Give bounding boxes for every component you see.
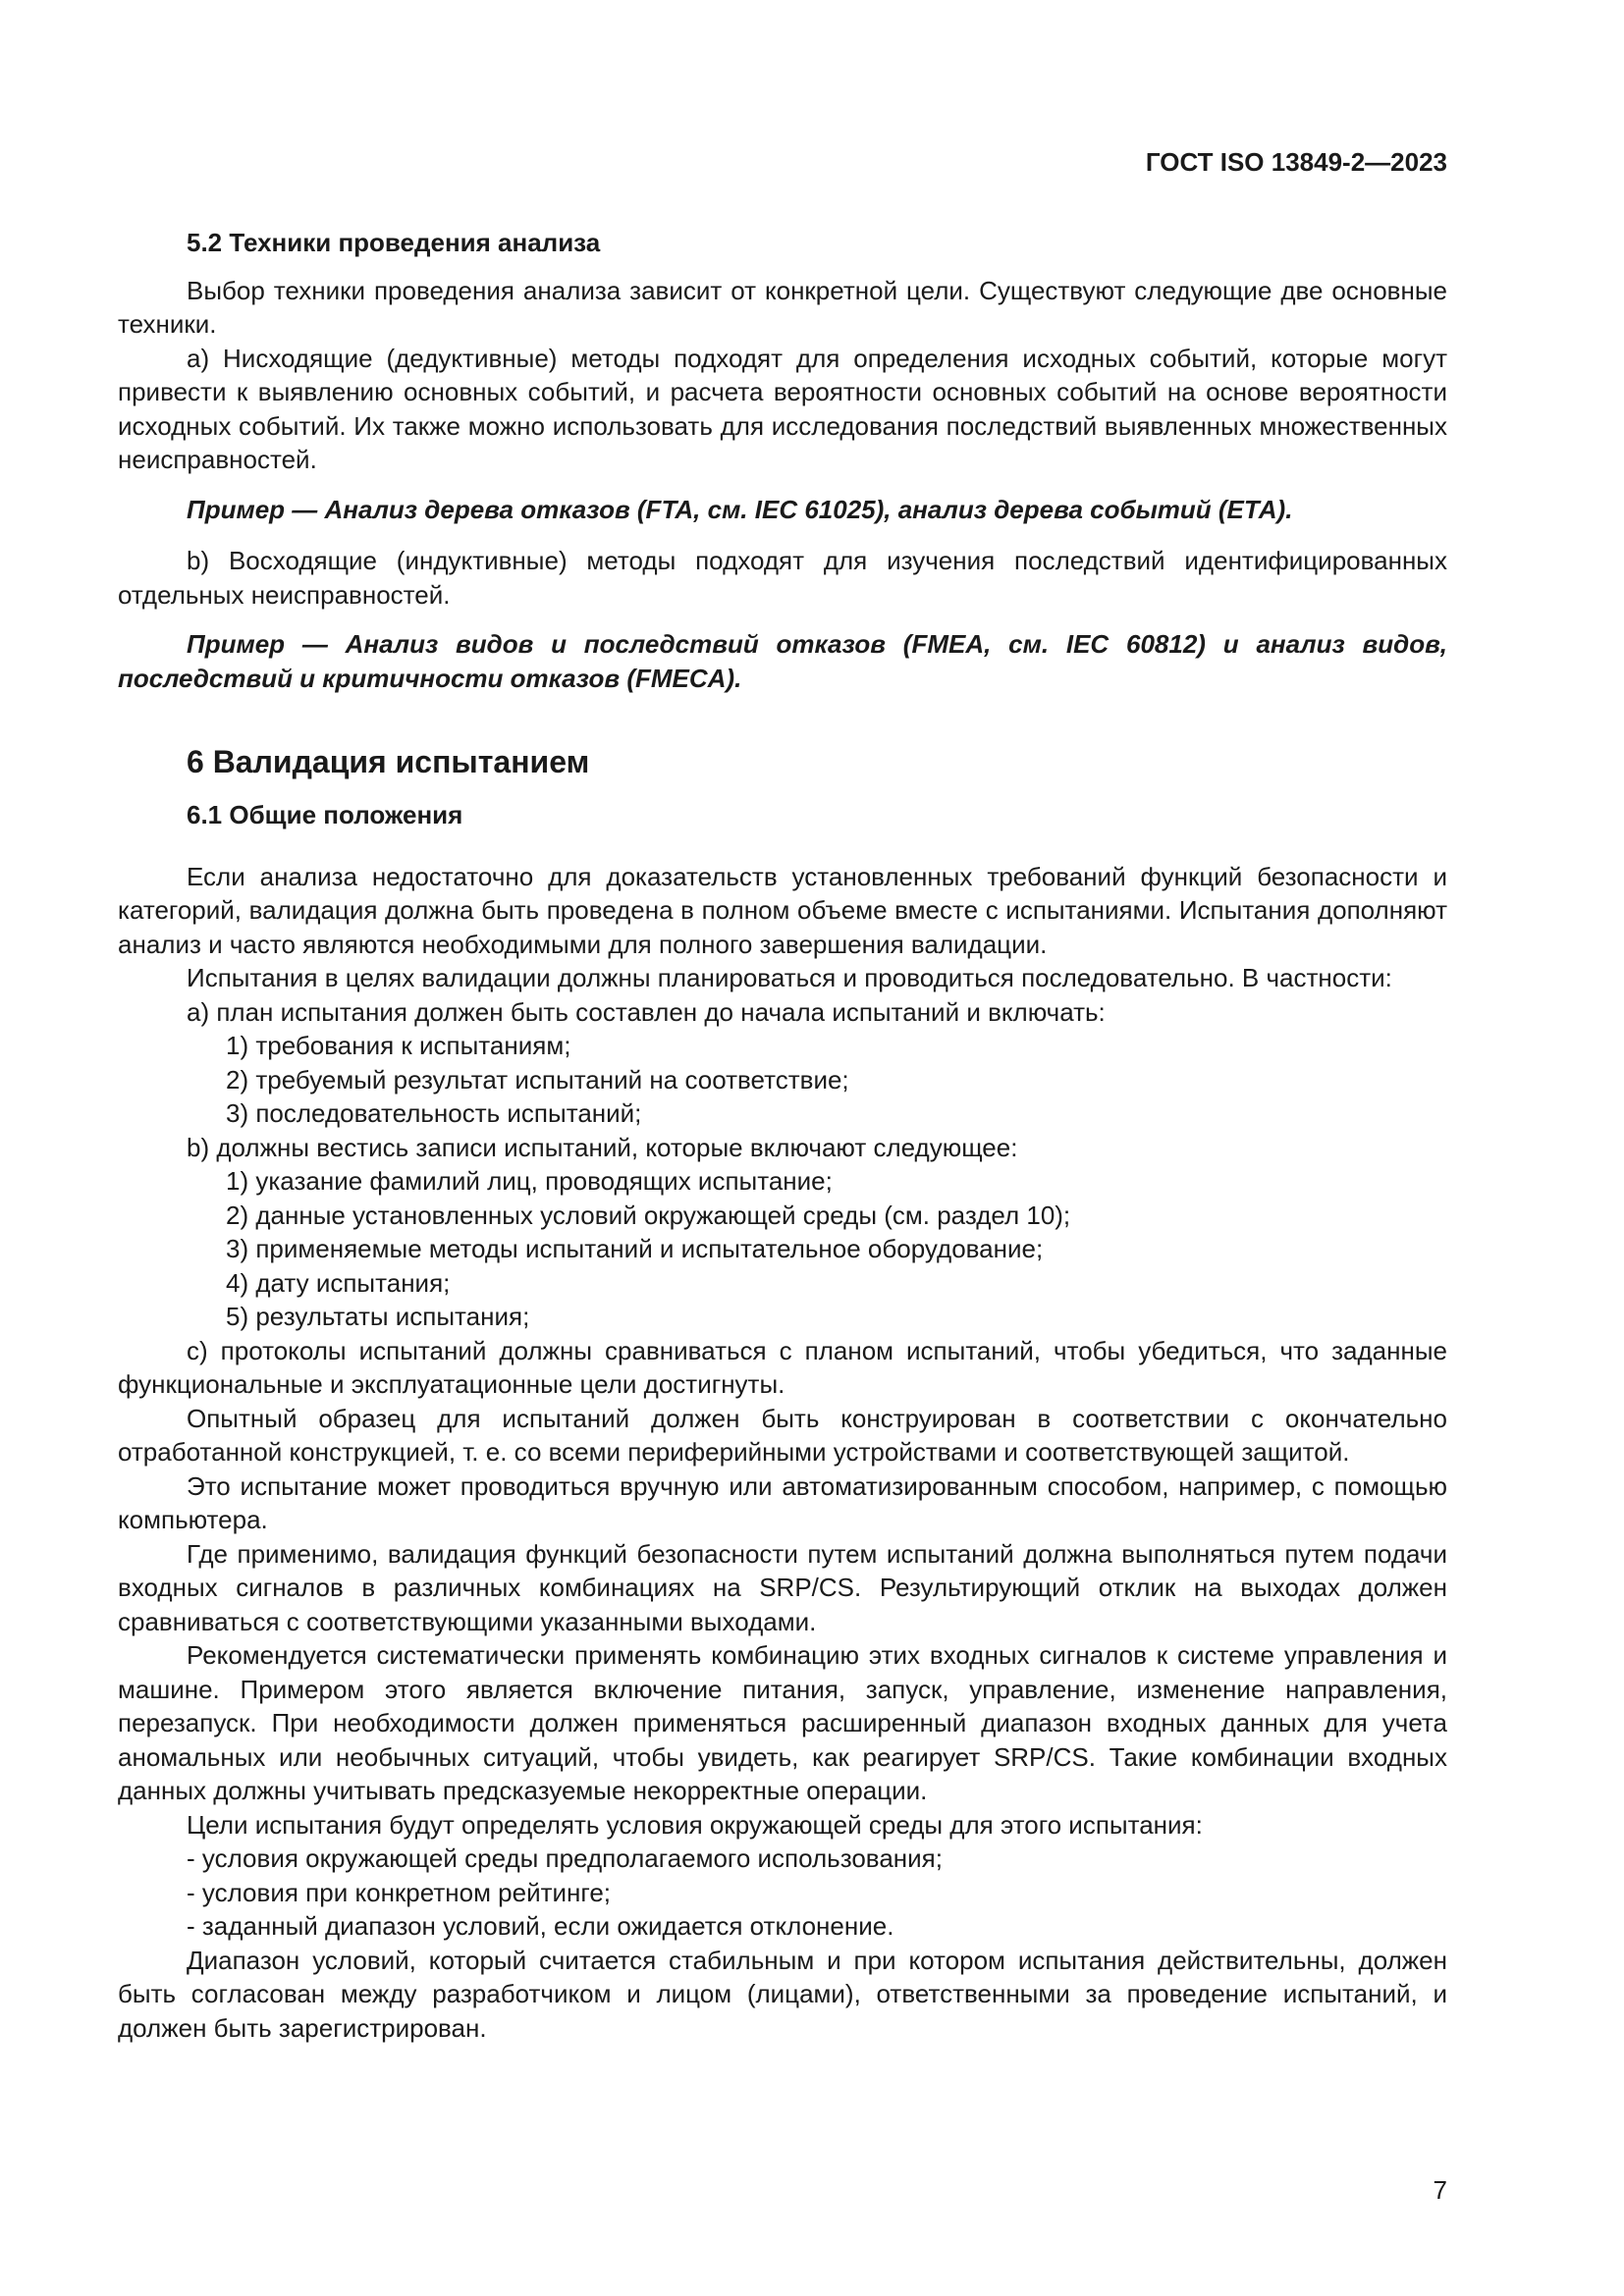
paragraph: Рекомендуется систематически применять комбинацию этих входных сигналов к системе управления и машине. Примером этого является включение питания, запуск, управление, изменение направления, перезапуск. При необходимости должен применяться расширенный диапазон входных данных для учета аномальных или необычных ситуаций, чтобы увидеть, как реагирует SRP/CS. Такие комбинации входных данных должны учитывать предсказуемые некорректные операции. — [118, 1640, 1447, 1805]
paragraph: Выбор техники проведения анализа зависит от конкретной цели. Существуют следующие две основные техники. — [118, 275, 1447, 339]
example-note: Пример — Анализ видов и последствий отказов (FMEA, см. IEC 60812) и анализ видов, последствий и критичности отказов (FMECA). — [118, 629, 1447, 693]
paragraph: Это испытание может проводиться вручную или автоматизированным способом, например, с помощью компьютера. — [118, 1470, 1447, 1534]
dash-item: - заданный диапазон условий, если ожидается отклонение. — [187, 1911, 894, 1941]
list-item: а) план испытания должен быть составлен до начала испытаний и включать: — [187, 996, 1106, 1027]
list-item: с) протоколы испытаний должны сравниваться с планом испытаний, чтобы убедиться, что заданные функциональные и эксплуатационные цели достигнуты. — [118, 1335, 1447, 1399]
paragraph: Цели испытания будут определять условия окружающей среды для этого испытания: — [187, 1809, 1203, 1840]
list-item: 4) дату испытания; — [226, 1267, 451, 1298]
paragraph: Диапазон условий, который считается стабильным и при котором испытания действительны, должен быть согласован между разработчиком и лицом (лицами), ответственными за проведение испытаний, и должен быть зарегистрирован. — [118, 1945, 1447, 2043]
heading-6-1: 6.1 Общие положения — [187, 800, 463, 829]
list-item: b) должны вестись записи испытаний, которые включают следующее: — [187, 1132, 1018, 1162]
paragraph: Где применимо, валидация функций безопасности путем испытаний должна выполняться путем подачи входных сигналов в различных комбинациях на SRP/CS. Результирующий отклик на выходах должен сравниваться с соответствующими указанными выходами. — [118, 1538, 1447, 1636]
paragraph: Опытный образец для испытаний должен быть конструирован в соответствии с окончательно отработанной конструкцией, т. е. со всеми периферийными устройствами и соответствующей защитой. — [118, 1403, 1447, 1467]
heading-6: 6 Валидация испытанием — [187, 744, 590, 779]
dash-item: - условия окружающей среды предполагаемого использования; — [187, 1843, 943, 1873]
paragraph: Испытания в целях валидации должны планироваться и проводиться последовательно. В частности: — [187, 963, 1392, 992]
example-note: Пример — Анализ дерева отказов (FTA, см. IEC 61025), анализ дерева событий (ЕТА). — [187, 494, 1293, 524]
list-item: 1) требования к испытаниям; — [226, 1031, 571, 1060]
document-id-header: ГОСТ ISO 13849-2—2023 — [1145, 147, 1447, 177]
list-item: 1) указание фамилий лиц, проводящих испытание; — [226, 1166, 833, 1196]
dash-item: - условия при конкретном рейтинге; — [187, 1877, 612, 1907]
paragraph: Если анализа недостаточно для доказательств установленных требований функций безопасности и категорий, валидация должна быть проведена в полном объеме вместе с испытаниями. Испытания дополняют анализ и часто являются необходимыми для полного завершения валидации. — [118, 861, 1447, 959]
page-content — [118, 226, 1447, 2045]
list-item-b: b) Восходящие (индуктивные) методы подходят для изучения последствий идентифицированных отдельных неисправностей. — [118, 546, 1447, 610]
list-item: 2) данные установленных условий окружающей среды (см. раздел 10); — [226, 1200, 1071, 1230]
list-item: 3) последовательность испытаний; — [226, 1098, 642, 1128]
heading-5-2: 5.2 Техники проведения анализа — [187, 228, 601, 257]
list-item: 3) применяемые методы испытаний и испытательное оборудование; — [226, 1234, 1044, 1263]
list-item: 5) результаты испытания; — [226, 1302, 530, 1331]
list-item: 2) требуемый результат испытаний на соответствие; — [226, 1064, 849, 1095]
page-number: 7 — [1433, 2175, 1447, 2205]
list-item-a: а) Нисходящие (дедуктивные) методы подходят для определения исходных событий, которые могут привести к выявлению основных событий, и расчета вероятности основных событий на основе вероятности исходных событий. Их также можно использовать для исследования последствий выявленных множественных неисправностей. — [118, 343, 1447, 474]
